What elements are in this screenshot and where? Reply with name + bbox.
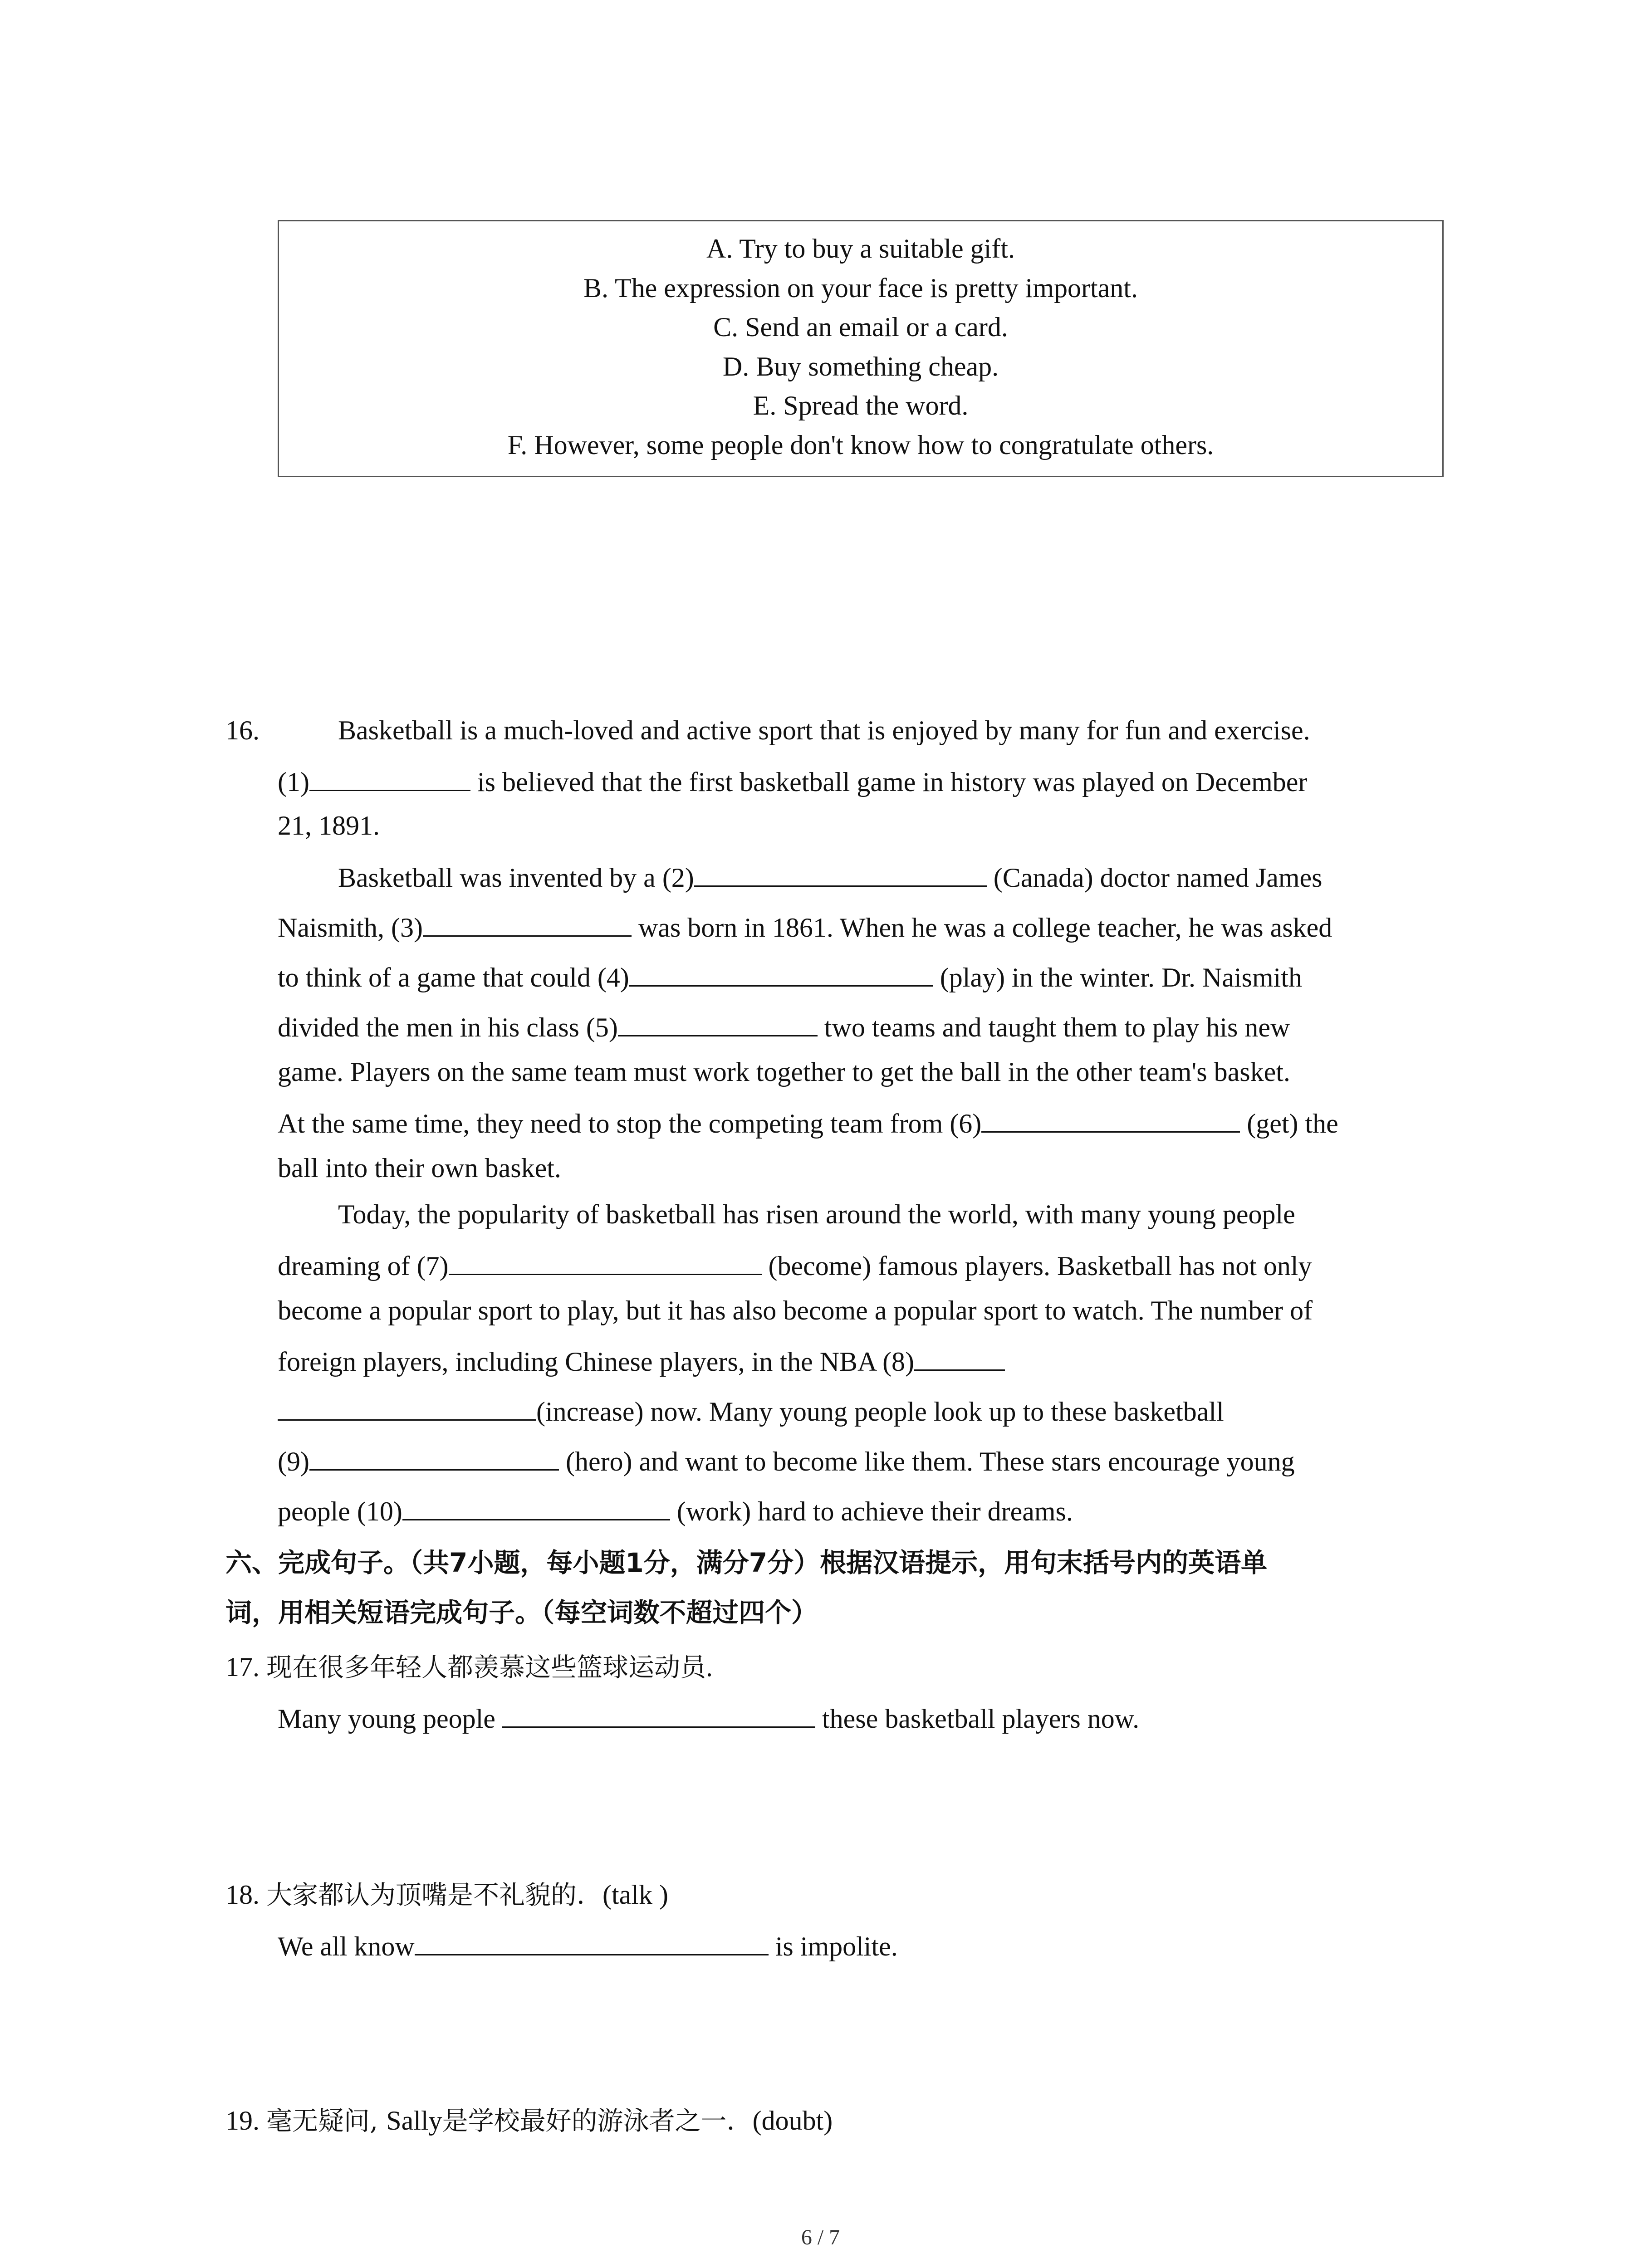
passage-text: Naismith, (3) [278, 913, 423, 943]
passage-text: foreign players, including Chinese players, in the NBA (8) [278, 1347, 915, 1377]
passage-text: dreaming of (7) [278, 1251, 449, 1281]
passage-text: (9) [278, 1447, 309, 1476]
passage-line: ball into their own basket. [278, 1153, 561, 1183]
passage-line [278, 1010, 1290, 1043]
option-f: F. However, some people don't know how to congratulate others. [507, 430, 1214, 460]
passage-text: (increase) now. Many young people look up to these basketball [536, 1397, 1224, 1427]
passage-text: (work) hard to achieve their dreams. [670, 1496, 1073, 1526]
passage-line [278, 1394, 1224, 1427]
passage-line: game. Players on the same team must work together to get the ball in the other team's basket. [278, 1057, 1290, 1087]
question-number: 19. [225, 2106, 260, 2136]
question-hint: (talk ) [603, 1880, 668, 1910]
passage-line: Basketball is a much-loved and active sport that is enjoyed by many for fun and exercise. [338, 715, 1310, 745]
passage-text: is believed that the first basketball game in history was played on December [470, 767, 1308, 797]
question-number: 18. [225, 1880, 260, 1910]
page-number: 6 / 7 [801, 2225, 840, 2249]
passage-text: to think of a game that could (4) [278, 963, 629, 992]
blank-8-start[interactable] [914, 1344, 1005, 1371]
question-number: 17. [225, 1652, 260, 1682]
passage-line [278, 1494, 1073, 1527]
passage-line [278, 1444, 1295, 1477]
question-18 [225, 1879, 668, 1911]
option-d: D. Buy something cheap. [722, 352, 999, 381]
question-prompt-end: . [706, 1652, 713, 1682]
passage-line [338, 860, 1323, 894]
blank-5[interactable] [618, 1010, 818, 1036]
blank-2[interactable] [694, 860, 987, 887]
passage-text: two teams and taught them to play his new [817, 1012, 1290, 1042]
blank-9[interactable] [309, 1444, 559, 1471]
passage-text: (hero) and want to become like them. These stars encourage young [558, 1447, 1295, 1476]
answer-line [278, 1929, 898, 1962]
passage-line [278, 1344, 1005, 1378]
answer-line [278, 1701, 1139, 1735]
section-heading: 词，用相关短语完成句子。（每空词数不超过四个） [225, 1597, 818, 1628]
passage-text: (get) the [1240, 1109, 1338, 1139]
passage-line [278, 910, 1332, 943]
question-prompt-name: Sally [386, 2106, 442, 2136]
answer-text: is impolite. [768, 1931, 898, 1961]
question-19 [225, 2105, 833, 2137]
blank-4[interactable] [629, 960, 933, 987]
passage-line: become a popular sport to play, but it has also become a popular sport to watch. The number of [278, 1295, 1313, 1325]
answer-blank-18[interactable] [415, 1929, 769, 1955]
passage-line [278, 764, 1307, 798]
passage-line [278, 1248, 1312, 1282]
question-prompt: 毫无疑问, [266, 2106, 387, 2136]
blank-7[interactable] [449, 1248, 762, 1275]
passage-text: (become) famous players. Basketball has not only [761, 1251, 1312, 1281]
passage-text: divided the men in his class (5) [278, 1012, 618, 1042]
question-hint: (doubt) [752, 2106, 833, 2136]
blank-8[interactable] [278, 1394, 536, 1421]
passage-text: At the same time, they need to stop the competing team from (6) [278, 1109, 982, 1139]
blank-6[interactable] [981, 1106, 1240, 1133]
answer-blank-17[interactable] [502, 1701, 815, 1728]
passage-text: (Canada) doctor named James [986, 863, 1323, 893]
answer-text: We all know [278, 1931, 415, 1961]
passage-line: Today, the popularity of basketball has risen around the world, with many young people [338, 1199, 1295, 1229]
answer-text: these basketball players now. [815, 1704, 1140, 1734]
passage-text: people (10) [278, 1496, 402, 1526]
passage-line [278, 1106, 1338, 1139]
option-c: C. Send an email or a card. [713, 312, 1008, 342]
blank-3[interactable] [423, 910, 632, 937]
question-prompt: 大家都认为顶嘴是不礼貌的． [266, 1880, 603, 1910]
passage-line: 21, 1891. [278, 811, 380, 841]
passage-text: (play) in the winter. Dr. Naismith [933, 963, 1302, 992]
option-a: A. Try to buy a suitable gift. [706, 234, 1015, 264]
passage-line [278, 960, 1302, 993]
question-17 [225, 1651, 713, 1683]
passage-text: Basketball was invented by a (2) [338, 863, 694, 893]
section-heading: 六、完成句子。（共7小题，每小题1分，满分7分）根据汉语提示，用句末括号内的英语单 [225, 1547, 1268, 1578]
option-e: E. Spread the word. [753, 391, 969, 420]
passage-text: was born in 1861. When he was a college teacher, he was asked [631, 913, 1332, 943]
passage-text: (1) [278, 767, 309, 797]
options-box [278, 220, 1444, 477]
answer-text: Many young people [278, 1704, 502, 1734]
question-prompt: 是学校最好的游泳者之一． [442, 2106, 753, 2136]
blank-1[interactable] [309, 764, 470, 791]
blank-10[interactable] [402, 1494, 670, 1520]
question-prompt: 现在很多年轻人都羡慕这些篮球运动员 [266, 1652, 706, 1682]
option-b: B. The expression on your face is pretty important. [583, 273, 1138, 303]
question-16-number: 16. [225, 715, 260, 745]
